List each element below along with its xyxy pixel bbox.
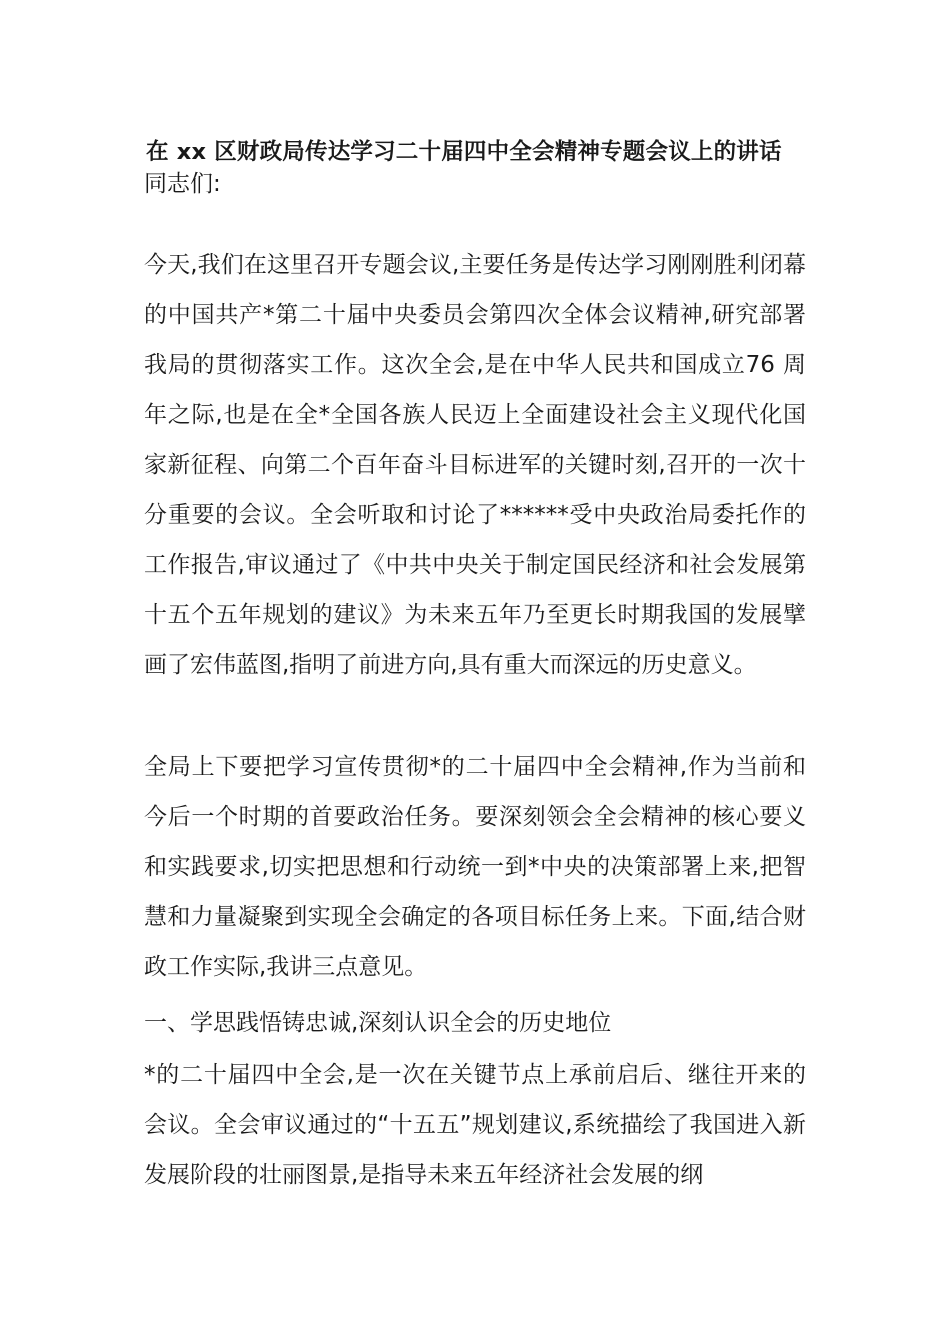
- section-heading-1: 一、学思践悟铸忠诚,深刻认识全会的历史地位: [144, 1010, 612, 1036]
- paragraph-1: 今天,我们在这里召开专题会议,主要任务是传达学习刚刚胜利闭幕的中国共产*第二十届中央委员会第四次全体会议精神,研究部署我局的贯彻落实工作。这次全会,是在中华人民共和国成立76 周年之际,也是在全*全国各族人民迈上全面建设社会主义现代化国家新征程、向第二个百年奋斗目标进军的关键时刻,召开的一次十分重要的会议。全会听取和讨论了******受中央政治局委托作的工作报告,审议通过了《中共中央关于制定国民经济和社会发展第十五个五年规划的建议》为未来五年乃至更长时期我国的发展擘画了宏伟蓝图,指明了前进方向,具有重大而深远的历史意义。: [144, 252, 806, 678]
- paragraph-2: 全局上下要把学习宣传贯彻*的二十届四中全会精神,作为当前和今后一个时期的首要政治任务。要深刻领会全会精神的核心要义和实践要求,切实把思想和行动统一到*中央的决策部署上来,把智慧和力量凝聚到实现全会确定的各项目标任务上来。下面,结合财政工作实际,我讲三点意见。: [144, 754, 806, 980]
- section-paragraph-1: *的二十届四中全会,是一次在关键节点上承前启后、继往开来的会议。全会审议通过的“十五五”规划建议,系统描绘了我国进入新发展阶段的壮丽图景,是指导未来五年经济社会发展的纲: [144, 1062, 806, 1188]
- salutation: 同志们:: [144, 171, 221, 197]
- document-title: 在 xx 区财政局传达学习二十届四中全会精神专题会议上的讲话: [146, 139, 782, 165]
